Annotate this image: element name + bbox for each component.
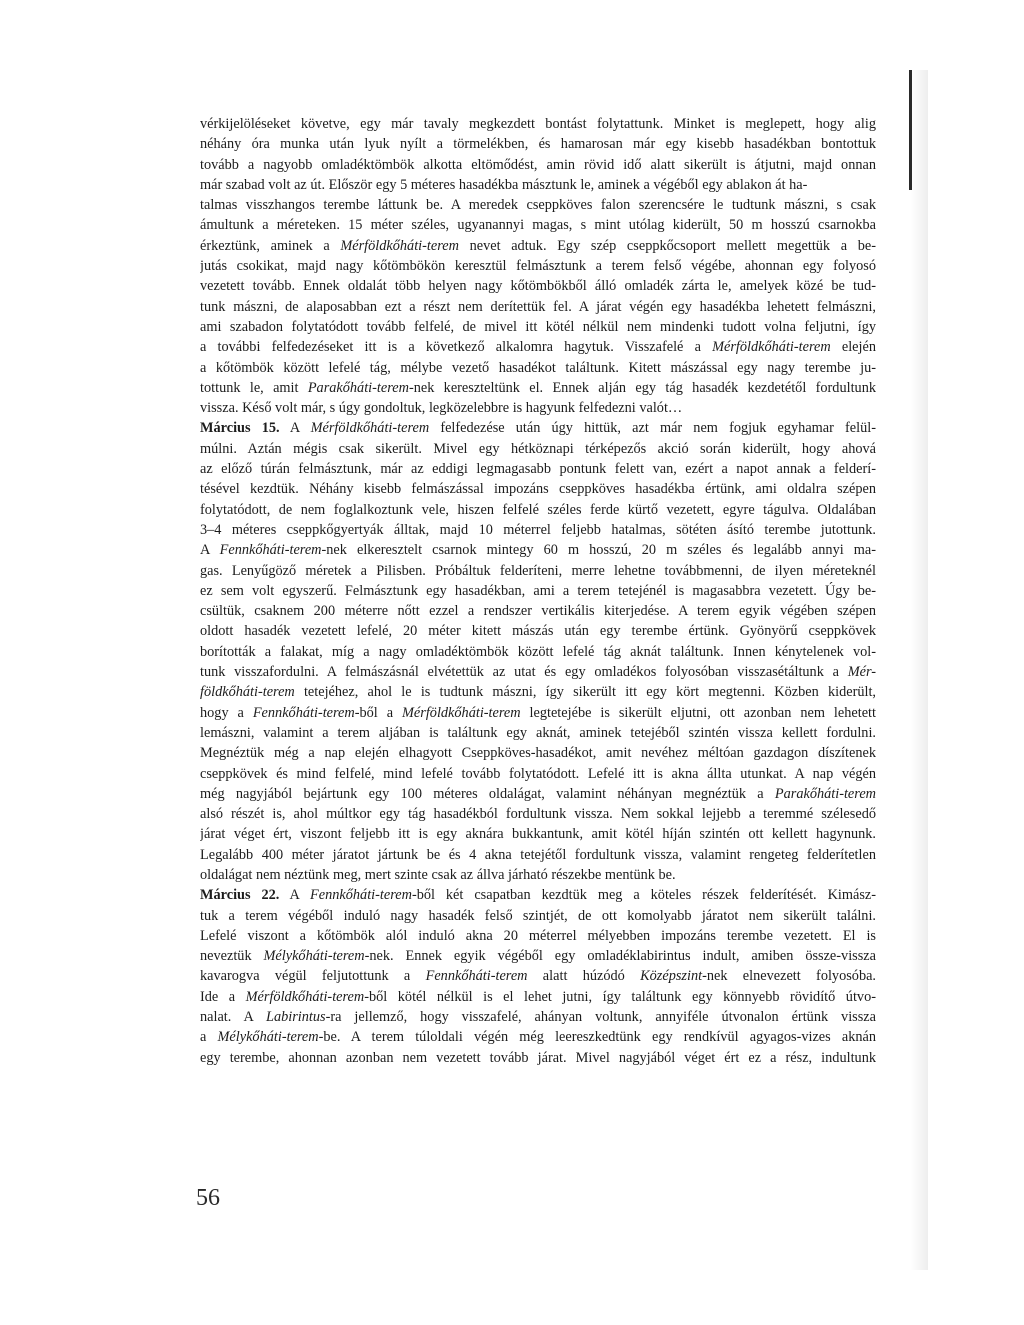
text-run: érkeztünk, aminek a (200, 237, 341, 254)
text-run: tunk visszafordulni. A felmászásnál elvétettük az utat és egy omladékos folyosóban visszasétáltunk a (200, 664, 848, 681)
text-line (200, 1048, 876, 1068)
text-line (200, 946, 876, 966)
text-run: A (200, 542, 220, 559)
text-line (200, 317, 876, 337)
text-run: vissza. Késő volt már, s úgy gondoltuk, legközelebbre is hagyunk felfedezni valót… (200, 400, 683, 417)
text-line (200, 256, 876, 276)
body-text (200, 114, 876, 1068)
text-line (200, 703, 876, 723)
text-run: gas. Lenyűgöző méretek a Pilisben. Próbáltuk felderíteni, merre lehetne továbbmenni, de ilyen méreteknél (200, 562, 876, 579)
text-line (200, 378, 876, 398)
text-run: nevet adtuk. Egy szép cseppkőcsoport mellett megettük a be- (458, 237, 876, 254)
text-line (200, 865, 876, 885)
text-run: tovább a nagyobb omladéktömbök alkotta eltömődést, amin rövid idő alatt sikerült is átjutni, majd onnan (200, 156, 876, 173)
text-line (200, 398, 876, 418)
text-run: Lefelé viszont a kőtömbök alól induló akna 20 méterrel mélyebben impozáns terembe vezetett. El is (200, 927, 876, 944)
text-run: egy terembe, ahonnan azonban nem vezetett tovább járat. Mivel nagyjából véget ért ez a rész, indultunk (200, 1049, 876, 1066)
text-run: jutás csokikat, majd nagy kőtömbökön keresztül felmásztunk a terem felső végébe, ahonnan egy folyosó (200, 258, 876, 275)
text-run: -nek. Ennek egyik végéből egy omladéklabirintus indult, amiben össze-vissza (364, 948, 876, 965)
italic-name: Mérföldkőháti-terem (245, 988, 365, 1005)
text-run: ámultunk a méreteken. 15 méter széles, ugyanannyi magas, s mint utólag kiderült, 50 m hosszú csarnokba (200, 217, 876, 234)
italic-name: Középszint (640, 968, 703, 985)
text-line (200, 987, 876, 1007)
text-run: a további felfedezéseket itt is a következő alkalomra hagytuk. Visszafelé a (200, 339, 713, 356)
text-line (200, 601, 876, 621)
italic-name: Mélykőháti-terem (217, 1029, 319, 1046)
text-run: alatt húzódó (527, 968, 641, 985)
text-run: az előző túrán felmásztunk, már az eddigi legmagasabb pontunk felett van, ezért a napot annak a felderí- (200, 461, 876, 478)
text-run: hogy a (200, 704, 253, 721)
date-heading: Március 15. (200, 420, 280, 437)
italic-name: Fennkőháti-terem (219, 542, 322, 559)
text-line (200, 418, 876, 438)
text-run: csültük, csaknem 200 méterre nőtt ezzel a rendszer vertikális kiterjedése. A terem egyik végében szépen (200, 603, 876, 620)
text-run: nalat. A (200, 1009, 266, 1026)
text-run: -nek elnevezett folyosóba. (702, 968, 876, 985)
text-run: elején (830, 339, 876, 356)
text-run: legtetejébe is sikerült eljutni, ott azonban nem lehetett (520, 704, 876, 721)
text-run: múlni. Aztán mégis csak sikerült. Mivel egy hétköznapi térképezős akció során kiderült, hogy ahová (200, 440, 876, 457)
text-run: Ide a (200, 988, 246, 1005)
text-run: vérkijelöléseket követve, egy már tavaly megkezdett bontást folytattunk. Minket is meglepett, hogy alig (200, 116, 876, 132)
text-line (200, 1007, 876, 1027)
text-run: lemászni, valamint a terem aljában is találtunk egy aknát, aminek tetejéből szintén vissza kellett fordulni. (200, 724, 876, 741)
text-run: neveztük (200, 948, 264, 965)
text-line (200, 764, 876, 784)
page-number: 56 (196, 1185, 220, 1211)
text-line (200, 215, 876, 235)
text-run: -nek elkeresztelt csarnok mintegy 60 m hosszú, 20 m széles és legalább annyi ma- (321, 542, 876, 559)
text-line (200, 114, 876, 134)
text-line (200, 175, 876, 195)
text-run: borították a falakat, míg a nagy omladéktömbök között lefelé tág aknát találtunk. Innen kénytelenek vol- (200, 643, 876, 660)
italic-name: Mélykőháti-terem (263, 948, 365, 965)
text-run: -ből kötél nélkül is el lehet jutni, így találtunk egy könnyebb rövidítő útvo- (364, 988, 876, 1005)
text-line (200, 824, 876, 844)
text-run: folytatódott, de nem foglalkoztunk vele, hiszen felfelé széles ferde kürtő vezetett, egyre tágulva. Oldalában (200, 501, 876, 518)
text-run: -ből a (354, 704, 402, 721)
text-line (200, 743, 876, 763)
text-run: tottunk le, amit (200, 379, 308, 396)
text-line (200, 581, 876, 601)
text-run: -ből két csapatban kezdtük meg a köteles részek felderítését. Kimász- (411, 887, 876, 904)
text-run: tésével kezdtük. Néhány kisebb felmászással impozáns cseppköves hasadékba értünk, ami oldalra szépen (200, 481, 876, 498)
text-run: A (279, 420, 311, 437)
text-run: már szabad volt az út. Először egy 5 méteres hasadékba másztunk le, aminek a végéből egy ablakon át ha- (200, 176, 808, 193)
italic-name: Fennkőháti-terem (252, 704, 355, 721)
text-line (200, 561, 876, 581)
text-run: felfedezése után úgy hittük, azt már nem fogjuk egyhamar felül- (429, 420, 876, 437)
text-run: cseppkövek és mind felfelé, mind lefelé tovább folytatódott. Lefelé itt is akna állta utunkat. A nap végén (200, 765, 876, 782)
text-run: a (200, 1029, 218, 1046)
text-run: oldalágat nem néztünk meg, mert szinte csak az állva járható részekbe mentünk be. (200, 866, 676, 883)
text-run: ami szabadon folytatódott tovább felfelé, de mivel itt kötél nélkül nem mindenki tudott volna feljutni, így (200, 318, 876, 335)
text-line (200, 134, 876, 154)
italic-name: Mérföldkőháti-terem (402, 704, 521, 721)
text-line (200, 723, 876, 743)
italic-name: Fennkőháti-terem (310, 887, 412, 904)
text-line (200, 500, 876, 520)
text-line (200, 621, 876, 641)
text-line (200, 337, 876, 357)
italic-name: Mérföldkőháti-terem (340, 237, 459, 254)
text-run: járat véget ért, viszont feljebb itt is egy aknára bukkantunk, amit kötél híján szintén ott kellett hagynunk. (200, 826, 876, 843)
text-line (200, 662, 876, 682)
text-run: -be. A terem túloldali végén még leereszkedtünk egy rendkívül agyagos-vizes aknán (318, 1029, 876, 1046)
text-run: a kőtömbök között lefelé tág, mélybe vezető hasadékot találtunk. Kitett mászással egy nagy terembe ju- (200, 359, 876, 376)
text-run: tuk a terem végéből induló nagy hasadék felső szintjét, de ott komolyabb járatot nem sikerült találni. (200, 907, 876, 924)
text-run: kavarogva végül feljutottunk a (200, 968, 426, 985)
text-line (200, 236, 876, 256)
text-run: alsó részét is, ahol múltkor egy tág hasadékból fordultunk vissza. Nem sokkal lejjebb a teremmé szélesedő (200, 806, 876, 823)
italic-name: Parakőháti-terem (774, 785, 876, 802)
text-line (200, 276, 876, 296)
text-run: még nagyjából bejártunk egy 100 méteres oldalágat, valamint néhányan megnéztük a (200, 785, 775, 802)
italic-name: Parakőháti-terem (307, 379, 409, 396)
italic-name: Labirintus (266, 1009, 326, 1026)
text-run: Legalább 400 méter járatot jártunk be és 4 akna tetejétől fordultunk vissza, valamint rengeteg felderítetlen (200, 846, 876, 863)
text-line (200, 804, 876, 824)
text-run: talmas visszhangos terembe láttunk be. A meredek cseppköves falon szerencsére le tudtunk mászni, s csak (200, 197, 876, 214)
text-line (200, 479, 876, 499)
text-line (200, 155, 876, 175)
text-run: tetejéhez, ahol le is tudtunk mászni, így sikerült itt egy kört megtenni. Közben kiderült, (294, 684, 876, 701)
text-line (200, 784, 876, 804)
text-run: néhány óra munka után lyuk nyílt a törmelékben, és hamarosan már egy kisebb hasadékban bontottuk (200, 136, 876, 153)
text-line (200, 885, 876, 905)
text-run: vezetett tovább. Ennek oldalát több helyen nagy kőtömbökből álló omladék zárta le, amelyek közé be tud- (200, 278, 876, 295)
page-edge-shadow (910, 70, 928, 1270)
text-line (200, 358, 876, 378)
text-run: ez sem volt egyszerű. Felmásztunk egy hasadékban, ami a terem tetejénél is magasabbra vezetett. Úgy be- (200, 582, 876, 599)
text-line (200, 642, 876, 662)
italic-name: Mérföldkőháti-terem (712, 339, 831, 356)
italic-name: Mér- (847, 664, 876, 681)
text-run: tunk mászni, de alaposabban ezt a részt nem derítettük fel. A járat végén egy hasadékba lehetett felmászni, (200, 298, 876, 315)
text-line (200, 966, 876, 986)
text-line (200, 195, 876, 215)
text-line (200, 297, 876, 317)
text-run: -ra jellemző, hogy visszafelé, ahányan voltunk, annyiféle útvonalon értünk vissza (325, 1009, 876, 1026)
text-line (200, 520, 876, 540)
text-line (200, 926, 876, 946)
date-heading: Március 22. (200, 887, 280, 904)
italic-name: Fennkőháti-terem (425, 968, 528, 985)
text-line (200, 1027, 876, 1047)
italic-name: Mérföldkőháti-terem (310, 420, 430, 437)
italic-name: földkőháti-terem (200, 684, 295, 701)
text-run: A (279, 887, 311, 904)
text-line (200, 906, 876, 926)
page-edge-line (909, 70, 912, 190)
text-line (200, 682, 876, 702)
text-line (200, 459, 876, 479)
text-run: oldott hasadék vezetett lefelé, 20 méter kitett mászás után egy terembe értünk. Gyönyörű cseppkövek (200, 623, 876, 640)
text-line (200, 845, 876, 865)
text-run: -nek kereszteltünk el. Ennek alján egy tág hasadék kezdetétől fordultunk (408, 379, 876, 396)
text-line (200, 439, 876, 459)
text-line (200, 540, 876, 560)
text-run: 3–4 méteres cseppkőgyertyák álltak, majd 10 méterrel feljebb hatalmas, sötéten ásító terembe jutottunk. (200, 521, 876, 538)
text-run: Megnéztük még a nap elején elhagyott Cseppköves-hasadékot, amit nevéhez méltóan gazdagon díszítenek (200, 745, 876, 762)
